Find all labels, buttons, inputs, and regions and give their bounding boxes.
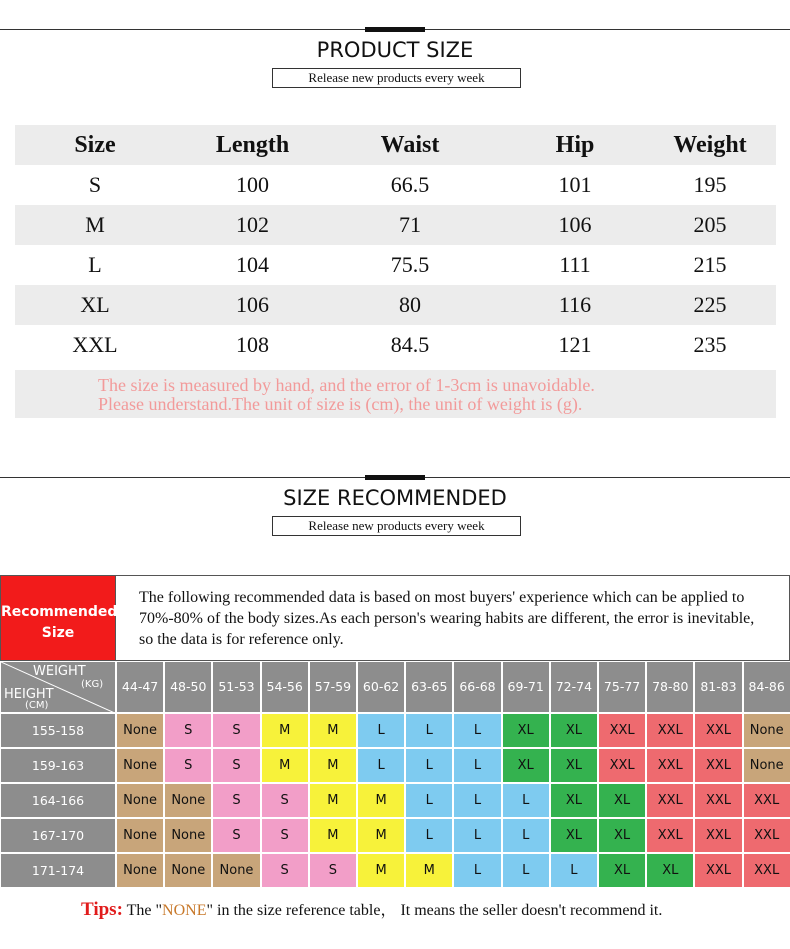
badge-line-1: Recommended	[1, 604, 118, 620]
weight-range-header: 84-86	[743, 661, 790, 713]
tips-text-before: The "	[122, 902, 163, 919]
size-table-column-header: Waist	[380, 132, 440, 158]
size-table-column-header: Size	[74, 132, 116, 158]
product-size-subtitle: Release new products every week	[272, 68, 521, 88]
size-table-cell: 71	[399, 212, 421, 237]
recommended-size-badge	[0, 575, 116, 661]
middle-divider-accent	[365, 475, 425, 480]
size-table-row	[15, 165, 776, 205]
weight-range-header: 60-62	[357, 661, 405, 713]
size-recommendation-cell: XXL	[598, 713, 646, 748]
size-recommendation-cell: L	[405, 713, 453, 748]
size-recommendation-cell: XXL	[694, 713, 742, 748]
weight-axis-label: WEIGHT	[33, 664, 86, 679]
size-recommendation-cell: L	[453, 713, 501, 748]
size-recommendation-cell: L	[502, 818, 550, 853]
size-recommendation-cell: S	[164, 713, 212, 748]
size-recommendation-cell: M	[261, 748, 309, 783]
size-table-cell: XL	[80, 292, 110, 317]
height-range-label: 171-174	[0, 853, 116, 888]
size-recommendation-cell: M	[357, 853, 405, 888]
height-range-label: 155-158	[0, 713, 116, 748]
size-recommendation-cell: XXL	[743, 818, 790, 853]
size-recommendation-cell: S	[164, 748, 212, 783]
size-recommendation-cell: None	[212, 853, 260, 888]
size-table-cell: 111	[559, 252, 591, 277]
size-recommendation-cell: XL	[550, 818, 598, 853]
size-table-cell: 100	[236, 172, 269, 197]
weight-range-header: 57-59	[309, 661, 357, 713]
measurement-note-line-2: Please understand.The unit of size is (cm), the unit of weight is (g).	[98, 394, 583, 414]
size-table-cell: 225	[693, 292, 727, 317]
size-recommendation-cell: None	[164, 818, 212, 853]
size-recommendation-cell: M	[405, 853, 453, 888]
size-recommendation-cell: XXL	[694, 818, 742, 853]
weight-range-header: 81-83	[694, 661, 742, 713]
size-recommendation-cell: XXL	[598, 748, 646, 783]
size-table-cell: 235	[693, 332, 727, 357]
product-size-table	[15, 125, 776, 365]
size-recommendation-cell: None	[164, 853, 212, 888]
size-recommendation-cell: None	[743, 748, 790, 783]
size-table-row	[15, 205, 776, 245]
size-table-cell: 108	[236, 332, 269, 357]
size-recommendation-cell: None	[116, 713, 164, 748]
tips-note	[81, 897, 662, 921]
size-table-column-header: Weight	[673, 132, 747, 158]
size-recommendation-cell: XXL	[694, 748, 742, 783]
weight-range-header: 44-47	[116, 661, 164, 713]
size-recommendation-cell: None	[116, 853, 164, 888]
size-recommendation-cell: XXL	[646, 818, 694, 853]
size-recommendation-cell: XL	[598, 783, 646, 818]
weight-range-header: 54-56	[261, 661, 309, 713]
weight-range-header: 66-68	[453, 661, 501, 713]
size-table-column-header: Hip	[555, 132, 595, 158]
badge-line-2: Size	[41, 625, 75, 641]
size-recommendation-cell: XL	[550, 713, 598, 748]
size-recommendation-cell: S	[212, 783, 260, 818]
size-table-cell: 121	[558, 332, 592, 357]
size-recommendation-cell: M	[357, 783, 405, 818]
weight-range-header: 51-53	[212, 661, 260, 713]
size-recommendation-cell: None	[743, 713, 790, 748]
recommendation-description: The following recommended data is based on most buyers' experience which can be applied to 70%-80% of the body sizes.As each person's wearing habits are different, the error is inevitable, so the data is for reference only.	[116, 575, 790, 661]
size-recommendation-cell: L	[453, 783, 501, 818]
size-recommendation-cell: L	[453, 748, 501, 783]
measurement-note-line-1: The size is measured by hand, and the error of 1-3cm is unavoidable.	[98, 375, 595, 395]
size-table-cell: 116	[558, 292, 592, 317]
size-recommendation-cell: L	[405, 818, 453, 853]
size-recommendation-cell: XL	[550, 783, 598, 818]
size-recommendation-cell: M	[261, 713, 309, 748]
weight-range-header: 75-77	[598, 661, 646, 713]
size-recommendation-cell: XXL	[646, 783, 694, 818]
weight-range-header: 78-80	[646, 661, 694, 713]
size-table-cell: S	[88, 172, 102, 197]
size-recommendation-cell: L	[453, 853, 501, 888]
size-table-cell: 80	[399, 292, 421, 317]
size-recommendation-cell: XL	[598, 818, 646, 853]
size-recommendation-cell: S	[212, 818, 260, 853]
size-recommended-title: SIZE RECOMMENDED	[283, 486, 507, 510]
size-table-row	[15, 325, 776, 365]
size-table-cell: XXL	[72, 332, 118, 357]
size-table-column-header: Length	[215, 132, 290, 158]
size-table-row	[15, 245, 776, 285]
size-recommendation-cell: XL	[502, 748, 550, 783]
size-recommendation-cell: L	[502, 853, 550, 888]
size-recommendation-cell: XXL	[694, 853, 742, 888]
size-recommendation-cell: None	[164, 783, 212, 818]
size-table-cell: 106	[236, 292, 269, 317]
size-recommendation-cell: None	[116, 783, 164, 818]
size-recommendation-cell: S	[212, 713, 260, 748]
size-recommendation-cell: L	[357, 748, 405, 783]
size-recommendation-cell: L	[405, 783, 453, 818]
size-table-cell: 195	[693, 172, 727, 197]
size-recommendation-cell: L	[405, 748, 453, 783]
size-recommendation-cell: S	[261, 783, 309, 818]
size-recommendation-cell: L	[502, 783, 550, 818]
size-table-cell: L	[88, 252, 102, 277]
size-recommendation-cell: XL	[550, 748, 598, 783]
weight-range-header: 69-71	[502, 661, 550, 713]
size-recommendation-cell: XXL	[743, 783, 790, 818]
size-recommendation-cell: L	[357, 713, 405, 748]
size-table-cell: 205	[693, 212, 727, 237]
measurement-note	[15, 370, 776, 418]
size-table-cell: 215	[693, 252, 727, 277]
size-recommendation-cell: XL	[646, 853, 694, 888]
height-range-label: 167-170	[0, 818, 116, 853]
size-recommendation-cell: S	[261, 818, 309, 853]
size-recommendation-cell: M	[357, 818, 405, 853]
tips-label: Tips:	[81, 899, 123, 920]
size-table-cell: 101	[558, 172, 592, 197]
size-recommendation-cell: XXL	[646, 748, 694, 783]
size-recommendation-cell: None	[116, 818, 164, 853]
size-recommendation-cell: XXL	[743, 853, 790, 888]
size-recommendation-cell: XXL	[694, 783, 742, 818]
weight-range-header: 48-50	[164, 661, 212, 713]
size-recommended-subtitle: Release new products every week	[272, 516, 521, 536]
product-size-title: PRODUCT SIZE	[316, 38, 474, 62]
size-recommendation-cell: S	[212, 748, 260, 783]
size-table-header	[15, 125, 776, 165]
size-table-cell: 106	[558, 212, 592, 237]
size-recommendation-cell: L	[550, 853, 598, 888]
size-recommendation-cell: XL	[502, 713, 550, 748]
size-recommendation-cell: M	[309, 783, 357, 818]
size-table-cell: 66.5	[390, 172, 430, 197]
tips-text-after: " in the size reference table， It means the seller doesn't recommend it.	[206, 902, 663, 919]
height-range-label: 164-166	[0, 783, 116, 818]
size-table-cell: 104	[236, 252, 269, 277]
size-table-cell: 84.5	[390, 332, 430, 357]
size-table-cell: M	[85, 212, 105, 237]
weight-range-header: 72-74	[550, 661, 598, 713]
size-recommendation-cell: M	[309, 818, 357, 853]
height-unit-label: (CM)	[25, 700, 49, 711]
weight-unit-label: (KG)	[81, 679, 104, 690]
size-recommendation-cell: M	[309, 713, 357, 748]
size-recommendation-cell: S	[309, 853, 357, 888]
size-recommendation-cell: XL	[598, 853, 646, 888]
size-table-row	[15, 285, 776, 325]
weight-height-corner-cell	[0, 661, 116, 713]
weight-range-header: 63-65	[405, 661, 453, 713]
size-recommendation-cell: None	[116, 748, 164, 783]
size-table-cell: 75.5	[390, 252, 430, 277]
top-divider-accent	[365, 27, 425, 32]
size-recommendation-cell: S	[261, 853, 309, 888]
size-recommendation-cell: XXL	[646, 713, 694, 748]
height-range-label: 159-163	[0, 748, 116, 783]
height-axis-label: HEIGHT	[4, 687, 54, 702]
size-recommendation-cell: L	[453, 818, 501, 853]
size-recommendation-cell: M	[309, 748, 357, 783]
tips-none-word: NONE	[162, 902, 207, 919]
size-table-cell: 102	[236, 212, 269, 237]
